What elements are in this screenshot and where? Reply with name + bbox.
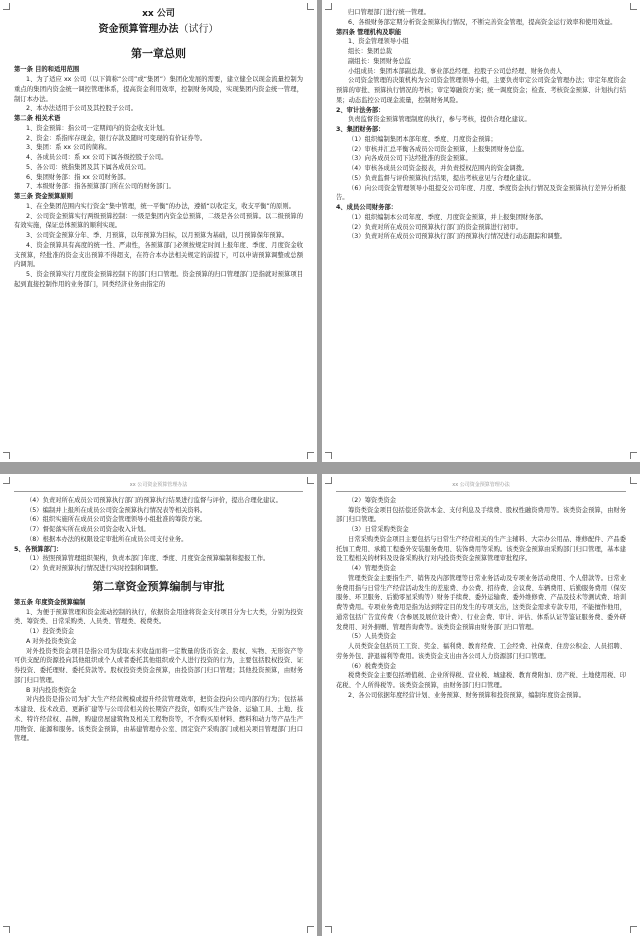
paragraph: （2）筹资类资金 <box>348 496 397 504</box>
document-title-suffix: （试行） <box>178 23 219 35</box>
paragraph: （1）投资类资金 <box>26 628 75 636</box>
crop-mark <box>630 3 637 10</box>
paragraph: 2、资金：系指库存现金，银行存款及随时可变现的有价证券等。 <box>26 134 207 142</box>
chapter-heading: 第一章总则 <box>131 47 186 61</box>
crop-mark <box>3 926 10 933</box>
paragraph: 管理类资金主要指生产、销售及内部管理等日常业务活动及专项业务活动费用、个人借款等。日常业务费用指与日常生产经营活动发生的差旅费、办公费、招待费、会议费、车辆费用、后勤服务费用（保安服务、环卫服务、后勤零星采购等）财务手续费、委外运输费、委外维修费、产品及技术等测试费、培训费等费用。专项业务费用是指为达到特定目的发生的专项支出，这类资金需求专款专用，不能擅作他用，通常包括广告宣传费（含参展及展位设计费）、行业会费、审计、评估、体系认证等鉴证服务费、委外研发费用、对外捐赠、管理咨询费等。该类资金预算由财务部门归口管理。 <box>336 574 626 631</box>
paragraph: 负责监督资金预算管理制度的执行，参与考核，提供合理化建议。 <box>348 116 531 124</box>
crop-mark <box>630 926 637 933</box>
paragraph: B 对内投资类资金 <box>26 686 77 694</box>
paragraph: 2、公司资金预算实行两级预算控制：一级是集团内资金总预算，二级是各公司预算。以二级预算的有效实施，保证总体预算的顺利实现。 <box>14 212 303 230</box>
crop-mark <box>307 477 314 484</box>
page-1-body <box>14 65 303 289</box>
paragraph: 5、各公司：统指集团及其下属各成员公司。 <box>26 163 150 171</box>
paragraph: 副组长：集团财务总监 <box>348 57 411 65</box>
paragraph: （3）向各成员公司下达经批准的资金预算。 <box>348 155 472 163</box>
crop-mark <box>3 452 10 459</box>
paragraph: （6）组织实施所在成员公司资金管理领导小组批准的筹资方案。 <box>26 516 207 524</box>
page-2-body <box>336 8 626 242</box>
paragraph: （4）管理类资金 <box>348 565 397 572</box>
paragraph: 1、为便于预算管理和资金流动控制的执行，依据资金用途将资金支付项目分为七大类，分别为投资类、筹资类、日常采购类、人员类、管理类、税费类。 <box>14 608 303 626</box>
crop-mark <box>325 477 332 484</box>
paragraph: （6）税费类资金 <box>348 662 397 670</box>
document-page-1 <box>0 0 317 462</box>
document-page-2 <box>322 0 640 462</box>
crop-mark <box>307 452 314 459</box>
paragraph: 4、各成员公司：系 xx 公司下属各级控股子公司。 <box>26 154 168 162</box>
paragraph: 对内投资是指公司为扩大生产经营规模或提升经营管理效率，把资金投向公司内部的行为；包括基本建设、技术改造、更新扩建等与公司营相关的长期资产投资，如购买生产设备、运输工具、土地、技术、特许经营权、品牌，购建房屋建筑物及相关工程物资等，不含购买原材料、燃料和动力等产品生产用物资、能源和服务。该类资金预算，由基建管理办公室、固定资产采购部门或相关项目管理部门归口管理。 <box>14 696 303 743</box>
paragraph: 2、各公司依据年度经营计划、业务预算、财务预算和投资预算，编制年度资金预算。 <box>348 691 585 699</box>
paragraph: （1）组织编制本公司年度、季度、月度资金预算，并上报集团财务部。 <box>348 213 548 221</box>
paragraph: 7、本级财务部：指各预算部门所在公司的财务部门。 <box>26 183 175 191</box>
paragraph: 对外投资类资金项目是指公司为获取未来收益而将一定数量的货币资金、股权、实物、无形资产等可供支配的资源投向其他组织或个人或者委托其他组织或个人进行投资的行为，主要包括股权投资、证券投资、委托理财、委托贷款等。股权投资类资金预算，由投资部门归口管理；其他投资预算，由财务部门归口管理。 <box>14 647 303 684</box>
section-heading: 4、成员公司财务部： <box>336 204 398 211</box>
document-page-4 <box>322 474 640 936</box>
paragraph: 1、资金管理领导小组 <box>348 38 409 46</box>
paragraph: （4）审核各成员公司资金报表，并负责授权范围内的资金调拨。 <box>348 165 529 172</box>
paragraph: （5）负责监督与评价预算执行结果，提出考核意见与合理化建议。 <box>348 174 535 182</box>
paragraph: （3）日常采购类资金 <box>348 526 409 533</box>
paragraph: 1、在全集团范围内实行资金“集中管理，统一平衡”的办法，遵循“以收定支，收支平衡”的原则。 <box>26 202 295 210</box>
paragraph: 税费类资金主要包括增值税、企业所得税、营业税、城建税、教育费附加、房产税、土地使用税、印花税、个人所得税等。该类资金预算，由财务部门归口管理。 <box>336 672 626 689</box>
crop-mark <box>630 477 637 484</box>
crop-mark <box>325 926 332 933</box>
crop-mark <box>325 452 332 459</box>
crop-mark <box>325 3 332 10</box>
paragraph: （8）根据本办法的权限设定审批所在成员公司支付业务。 <box>26 535 188 543</box>
paragraph: 6、集团财务部：指 xx 公司财务部。 <box>26 173 130 181</box>
page-4-body <box>336 496 626 701</box>
paragraph: 人员类资金包括员工工资、奖金、福利费、教育经费、工会经费、社保费、住房公积金、人员招聘、劳务外包、辞退福利等费用。该类资金支出由各公司人力资源部门归口管理。 <box>336 643 626 660</box>
section-heading: 2、审计法务部： <box>336 106 385 114</box>
paragraph: （7）督促落实所在成员公司资金收入计划。 <box>26 526 150 533</box>
paragraph: （1）组织编制集团本部年度、季度、月度资金预算； <box>348 135 497 143</box>
paragraph: （6）向公司资金管理领导小组提交公司年度、月度、季度资金执行情况及资金预算执行差异分析报告。 <box>336 184 626 202</box>
crop-mark <box>307 926 314 933</box>
section-heading: 3、集团财务部： <box>336 126 385 133</box>
paragraph: 组长：集团总裁 <box>348 48 393 55</box>
paragraph: 公司资金管理的决策机构为公司资金管理领导小组，主要负责审定公司资金管理办法；审定年度资金预算的审批、预算执行情况的考核；审定筹融资方案；统一调度资金；检查、考核资金预算、计划执行结果；动态监控公司现金流量，控制财务风险。 <box>336 77 626 104</box>
crop-mark <box>307 3 314 10</box>
document-page-3 <box>0 474 317 936</box>
paragraph: 1、为了适应 xx 公司（以下简称“公司”或“集团”）集团化发展的需要，建立健全以现金流量控制为重点的集团内资金统一调控管理体系，提高资金利用效率，控制财务风险，实现集团内资金统一管理，制订本办法。 <box>14 76 303 103</box>
paragraph: 5、资金预算实行月度资金预算控制下的部门归口管理。资金预算的归口管理部门是指就对预算项目起到直接控制作用的业务部门，同类经济业务由指定的 <box>14 271 303 288</box>
section-heading: 第五条 年度资金预算编制 <box>14 598 86 606</box>
paragraph: （5）人员类资金 <box>348 633 397 641</box>
paragraph: 3、集团：系 xx 公司的简称。 <box>26 144 111 152</box>
company-name: xx 公司 <box>142 9 175 19</box>
paragraph: 4、资金预算具有高度的统一性、严肃性，各预算部门必须按规定时间上报年度、季度、月度资金收支预算，经批准的资金支出预算不得超支，在符合本办法相关规定的前提下，可以申请预算调整或总额内调剂。 <box>14 241 303 269</box>
paragraph: 6、各级财务部定期分析资金预算执行情况，不断完善资金管理，提高资金运行效率和使用效益。 <box>348 18 617 26</box>
paragraph: 归口管理部门进行统一管理。 <box>348 9 430 16</box>
paragraph: （1）按照预算管理组织架构，负责本部门年度、季度、月度资金预算编制和提报工作。 <box>26 555 270 563</box>
paragraph: 3、公司资金预算分年、季、月预算，以年预算为目标，以月预算为基础，以月预算保年预算。 <box>26 232 289 240</box>
paragraph: A 对外投资类资金 <box>26 637 77 645</box>
paragraph: （5）编制并上报所在成员公司资金预算执行情况表等相关资料。 <box>26 506 207 514</box>
section-heading: 第三条 资金预算原则 <box>14 193 73 201</box>
paragraph: 小组成员：集团本部副总裁、事业部总经理、控股子公司总经理、财务负责人 <box>348 67 563 75</box>
section-heading: 5、各预算部门： <box>14 545 63 553</box>
paragraph: （2）负责对预算执行情况进行实时控制和调整。 <box>26 565 163 572</box>
document-title <box>14 22 303 38</box>
paragraph: （2）负责对所在成员公司预算执行部门的资金预算进行初审。 <box>348 223 523 231</box>
paragraph: 筹资类资金项目包括偿还贷款本金、支付利息及手续费、股权性融资费用等。该类资金预算，由财务部门归口管理。 <box>336 506 626 524</box>
chapter-heading: 第二章资金预算编制与审批 <box>92 579 225 593</box>
paragraph: 2、本办法适用于公司及其控股子公司。 <box>26 105 138 113</box>
paragraph: （2）审核并汇总平衡各成员公司资金预算，上报集团财务总监。 <box>348 145 529 153</box>
section-heading: 第四条 管理机构及职能 <box>336 28 402 36</box>
document-title-main: 资金预算管理办法 <box>98 23 179 35</box>
paragraph: （4）负责对所在成员公司预算执行部门的预算执行结果进行监督与评价，提出合理化建议。 <box>26 496 282 504</box>
section-heading: 第一条 目的和适用范围 <box>14 66 80 74</box>
crop-mark <box>3 477 10 484</box>
paragraph: 1、资金预算：指公司一定期间内的资金收支计划。 <box>26 124 169 132</box>
crop-mark <box>3 3 10 10</box>
page-3-body-bottom <box>14 598 303 744</box>
section-heading: 第二条 相关术语 <box>14 115 61 123</box>
running-header: xx 公司资金预算管理办法 <box>336 482 626 492</box>
paragraph: 日常采购类资金项目主要包括与日常生产经营相关的生产主辅料、大宗办公用品、维修配件、产品委托加工费用、承揽工程委外安装服务费用、装饰费用等采购。该类资金预算由采购部门归口管理，基本建设工程相关的材料及设备采购执行对内投资类资金预算管理审批程序。 <box>336 535 626 563</box>
running-header: xx 公司资金预算管理办法 <box>14 482 303 492</box>
page-3-body-top <box>14 496 303 574</box>
crop-mark <box>630 452 637 459</box>
paragraph: （3）负责对所在成员公司预算执行部门的预算执行情况进行动态跟踪和调整。 <box>348 233 567 241</box>
